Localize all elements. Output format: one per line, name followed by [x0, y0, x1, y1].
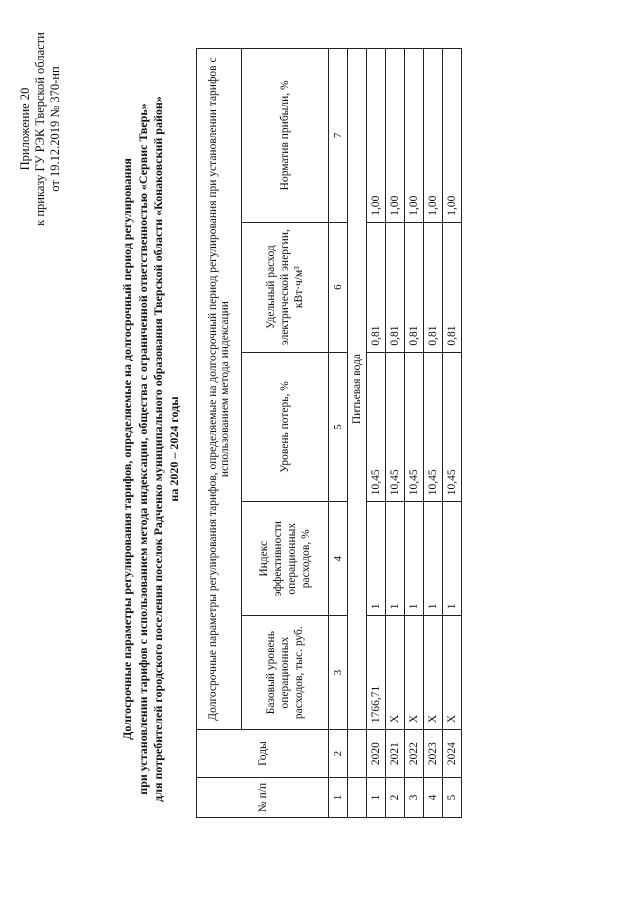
- cell-base-opex: X: [405, 616, 424, 730]
- cell-base-opex: X: [386, 616, 405, 730]
- column-number: 4: [329, 502, 348, 616]
- cell-energy-consumption: 0,81: [443, 222, 462, 352]
- cell-num: 2: [386, 778, 405, 818]
- cell-loss-level: 10,45: [443, 352, 462, 502]
- table-row: [367, 49, 386, 818]
- table-row: [424, 49, 443, 818]
- column-number: 3: [329, 616, 348, 730]
- cell-energy-consumption: 0,81: [386, 222, 405, 352]
- section-label: Питьевая вода: [348, 49, 367, 730]
- cell-year: 2021: [386, 730, 405, 778]
- header-year: Годы: [197, 730, 329, 778]
- section-row: [348, 49, 367, 818]
- cell-num: 1: [367, 778, 386, 818]
- column-number: 6: [329, 222, 348, 352]
- table-subheader-row: [242, 49, 329, 818]
- cell-loss-level: 10,45: [424, 352, 443, 502]
- cell-year: 2024: [443, 730, 462, 778]
- cell-base-opex: X: [424, 616, 443, 730]
- header-loss-level: Уровень потерь, %: [242, 352, 329, 502]
- cell-efficiency-index: 1: [386, 502, 405, 616]
- table-row: [443, 49, 462, 818]
- header-efficiency-index: Индекс эффективности операционных расходов, %: [242, 502, 329, 616]
- cell-base-opex: 1766,71: [367, 616, 386, 730]
- header-energy-consumption: Удельный расход электрической энергии, кВт·ч/м³: [242, 222, 329, 352]
- appendix-line: от 19.12.2019 № 370-нп: [48, 66, 62, 192]
- document-title: [120, 64, 182, 834]
- appendix-line: к приказу ГУ РЭК Тверской области: [33, 32, 47, 226]
- cell-profit-norm: 1,00: [405, 49, 424, 223]
- cell-loss-level: 10,45: [386, 352, 405, 502]
- cell-loss-level: 10,45: [367, 352, 386, 502]
- table-header-row: [197, 49, 242, 818]
- column-number: 7: [329, 49, 348, 223]
- cell-efficiency-index: 1: [367, 502, 386, 616]
- cell-energy-consumption: 0,81: [405, 222, 424, 352]
- column-number: 2: [329, 730, 348, 778]
- section-spacer: [348, 778, 367, 818]
- cell-base-opex: X: [443, 616, 462, 730]
- cell-profit-norm: 1,00: [443, 49, 462, 223]
- cell-energy-consumption: 0,81: [424, 222, 443, 352]
- cell-num: 4: [424, 778, 443, 818]
- cell-profit-norm: 1,00: [367, 49, 386, 223]
- header-profit-norm: Норматив прибыли, %: [242, 49, 329, 223]
- cell-year: 2020: [367, 730, 386, 778]
- appendix-note: [18, 14, 63, 244]
- cell-year: 2022: [405, 730, 424, 778]
- column-number: 1: [329, 778, 348, 818]
- cell-loss-level: 10,45: [405, 352, 424, 502]
- header-base-opex: Базовый уровень операционных расходов, тыс. руб.: [242, 616, 329, 730]
- column-number: 5: [329, 352, 348, 502]
- section-spacer: [348, 730, 367, 778]
- cell-num: 5: [443, 778, 462, 818]
- cell-efficiency-index: 1: [405, 502, 424, 616]
- cell-num: 3: [405, 778, 424, 818]
- cell-year: 2023: [424, 730, 443, 778]
- title-line: Долгосрочные параметры регулирования тарифов, определяемые на долгосрочный период регулирования: [120, 158, 134, 740]
- header-group: Долгосрочные параметры регулирования тарифов, определяемые на долгосрочный период регулирования при установлении тарифов с использованием метода индексации: [197, 49, 242, 730]
- cell-energy-consumption: 0,81: [367, 222, 386, 352]
- title-line: при установлении тарифов с использованием метода индексации, общества с ограниченной ответственностью «Сервис Тверь»: [135, 103, 150, 795]
- appendix-line: Приложение 20: [18, 87, 32, 171]
- cell-efficiency-index: 1: [443, 502, 462, 616]
- parameters-table: [196, 48, 462, 818]
- cell-efficiency-index: 1: [424, 502, 443, 616]
- cell-profit-norm: 1,00: [386, 49, 405, 223]
- table-row: [386, 49, 405, 818]
- header-num: № п/п: [197, 778, 329, 818]
- cell-profit-norm: 1,00: [424, 49, 443, 223]
- title-line: на 2020 – 2024 годы: [166, 396, 181, 502]
- table-row: [405, 49, 424, 818]
- title-line: для потребителей городского поселения поселок Радченко муниципального образования Тверской области «Конаковский район»: [151, 96, 165, 802]
- column-numbers-row: [329, 49, 348, 818]
